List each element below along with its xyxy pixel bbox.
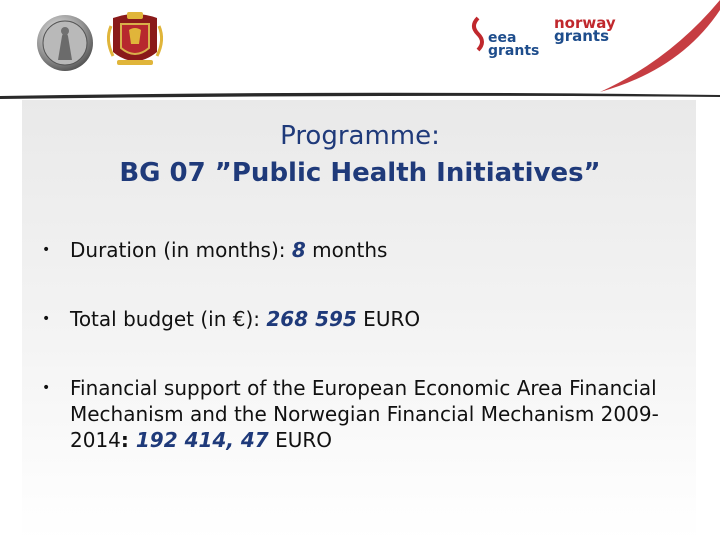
bullet-budget [40,306,690,332]
eea-grants-text [488,32,539,58]
bullet-dot-icon: • [42,380,51,396]
grants-label: grants [488,43,540,59]
financial-support-label: Financial support of the European Economic Area Financial Mechanism and the Norwegian Financial Mechanism 2009-2014 [70,376,659,452]
norway-label: norway [554,14,616,32]
bullet-duration [40,237,690,263]
crest-icon [103,8,167,72]
financial-support-colon: : [120,428,136,452]
swoosh-decoration [600,0,720,92]
eea-swirl-icon [468,14,488,54]
grants-label-2: grants [554,27,610,45]
financial-support-unit: EURO [268,428,333,452]
bullet-list [40,232,690,453]
budget-value: 268 595 [266,307,357,331]
duration-label: Duration (in months): [70,238,292,262]
budget-label: Total budget (in €): [70,307,267,331]
eea-label: eea [488,30,517,46]
bullet-dot-icon: • [42,311,51,327]
title-line-1: Programme: [280,121,440,151]
eea-grants-logo [468,12,540,59]
header [0,0,720,92]
duration-unit: months [305,238,388,262]
title-line-2: BG 07 ”Public Health Initiatives” [119,158,601,188]
bullet-financial-support [40,375,690,453]
duration-value: 8 [291,238,306,262]
bullet-dot-icon: • [42,242,51,258]
financial-support-value: 192 414, 47 [135,428,269,452]
slide-title [40,118,680,192]
coin-icon [36,14,94,72]
budget-unit: EURO [356,307,421,331]
